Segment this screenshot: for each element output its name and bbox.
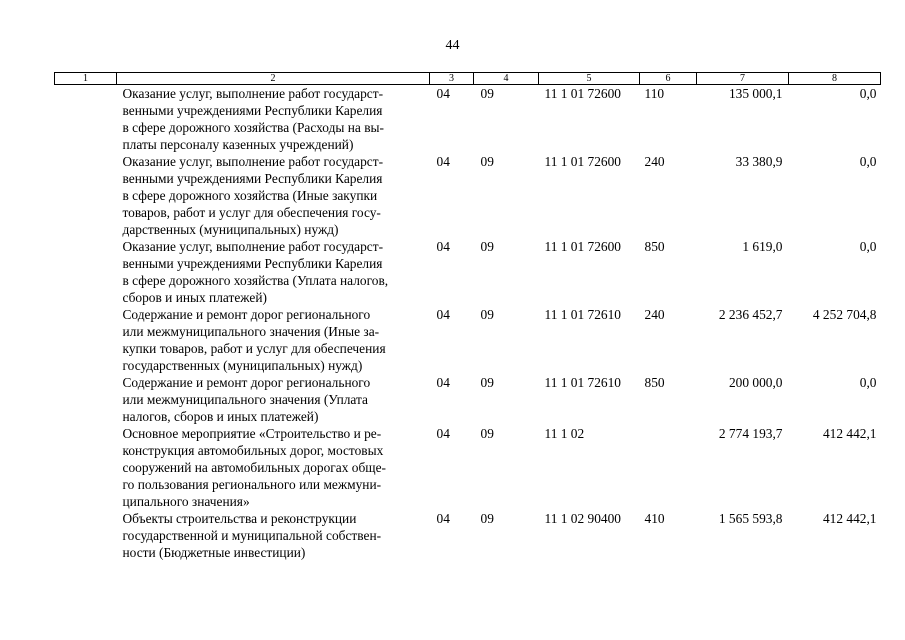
column-header: 1 [55,73,117,85]
row-sum-2: 412 442,1 [822,511,877,526]
row-target-article: 11 1 01 72600 [544,154,621,169]
header-row [55,73,881,85]
table-row [55,425,881,510]
row-section: 04 [436,375,450,390]
column-header: 3 [430,73,474,85]
row-sum-1: 1 619,0 [742,239,783,254]
row-target-article: 11 1 01 72610 [544,307,621,322]
row-sum-2: 4 252 704,8 [812,307,877,322]
row-sum-2: 0,0 [859,239,877,254]
row-section: 04 [436,426,450,441]
table-body [55,85,881,562]
row-expense-type: 850 [644,239,665,254]
row-sum-2: 0,0 [859,154,877,169]
empty-cell [55,510,117,561]
row-subsection: 09 [480,375,494,390]
row-section: 04 [436,86,450,101]
row-target-article: 11 1 01 72600 [544,239,621,254]
empty-cell [55,153,117,238]
row-section: 04 [436,511,450,526]
column-header: 7 [697,73,789,85]
row-section: 04 [436,154,450,169]
row-subsection: 09 [480,154,494,169]
table-row [55,153,881,238]
column-header: 6 [640,73,697,85]
row-name: Оказание услуг, выполнение работ государст- венными учреждениями Республики Карелия в сфере дорожного хозяйства (Иные закупки товаров, работ и услуг для обеспечения госу- дарственных (муниципальных) нужд) [122,154,384,237]
row-subsection: 09 [480,86,494,101]
row-expense-type: 850 [644,375,665,390]
column-header: 5 [539,73,640,85]
row-sum-1: 33 380,9 [735,154,783,169]
row-expense-type: 410 [644,511,665,526]
row-name: Оказание услуг, выполнение работ государст- венными учреждениями Республики Карелия в сфере дорожного хозяйства (Уплата налогов, сборов и иных платежей) [122,239,389,305]
row-target-article: 11 1 02 90400 [544,511,621,526]
row-name: Основное мероприятие «Строительство и ре- конструкция автомобильных дорог, мостовых сооружений на автомобильных дорогах обще- го пользования регионального или межмуни- ципального значения» [122,426,386,509]
row-name: Объекты строительства и реконструкции государственной и муниципальной собствен- ности (Бюджетные инвестиции) [122,511,382,560]
row-section: 04 [436,239,450,254]
empty-cell [55,425,117,510]
row-expense-type: 240 [644,307,665,322]
row-subsection: 09 [480,426,494,441]
empty-cell [55,374,117,425]
row-name: Содержание и ремонт дорог регионального или межмуниципального значения (Иные за- купки товаров, работ и услуг для обеспечения государственных (муниципальных) нужд) [122,307,386,373]
table-row [55,510,881,561]
row-target-article: 11 1 01 72600 [544,86,621,101]
empty-cell [55,238,117,306]
row-section: 04 [436,307,450,322]
table-row [55,238,881,306]
row-sum-1: 135 000,1 [728,86,783,101]
row-sum-1: 2 236 452,7 [718,307,783,322]
row-name: Содержание и ремонт дорог регионального или межмуниципального значения (Уплата налогов, сборов и иных платежей) [122,375,371,424]
column-header: 8 [789,73,881,85]
row-expense-type [640,425,697,510]
row-expense-type: 240 [644,154,665,169]
empty-cell [55,306,117,374]
row-target-article: 11 1 02 [544,426,585,441]
page-number: 44 [445,38,460,53]
column-header: 2 [117,73,430,85]
row-sum-1: 2 774 193,7 [718,426,783,441]
row-sum-2: 412 442,1 [822,426,877,441]
row-sum-1: 200 000,0 [728,375,783,390]
table-row [55,306,881,374]
column-header: 4 [474,73,539,85]
empty-cell [55,85,117,154]
budget-table [54,72,881,561]
row-sum-2: 0,0 [859,375,877,390]
row-sum-1: 1 565 593,8 [718,511,783,526]
row-subsection: 09 [480,307,494,322]
row-name: Оказание услуг, выполнение работ государст- венными учреждениями Республики Карелия в сфере дорожного хозяйства (Расходы на вы- платы персоналу казенных учреждений) [122,86,384,152]
row-target-article: 11 1 01 72610 [544,375,621,390]
row-subsection: 09 [480,239,494,254]
row-sum-2: 0,0 [859,86,877,101]
table-row [55,374,881,425]
row-expense-type: 110 [644,86,665,101]
table-row [55,85,881,154]
row-subsection: 09 [480,511,494,526]
